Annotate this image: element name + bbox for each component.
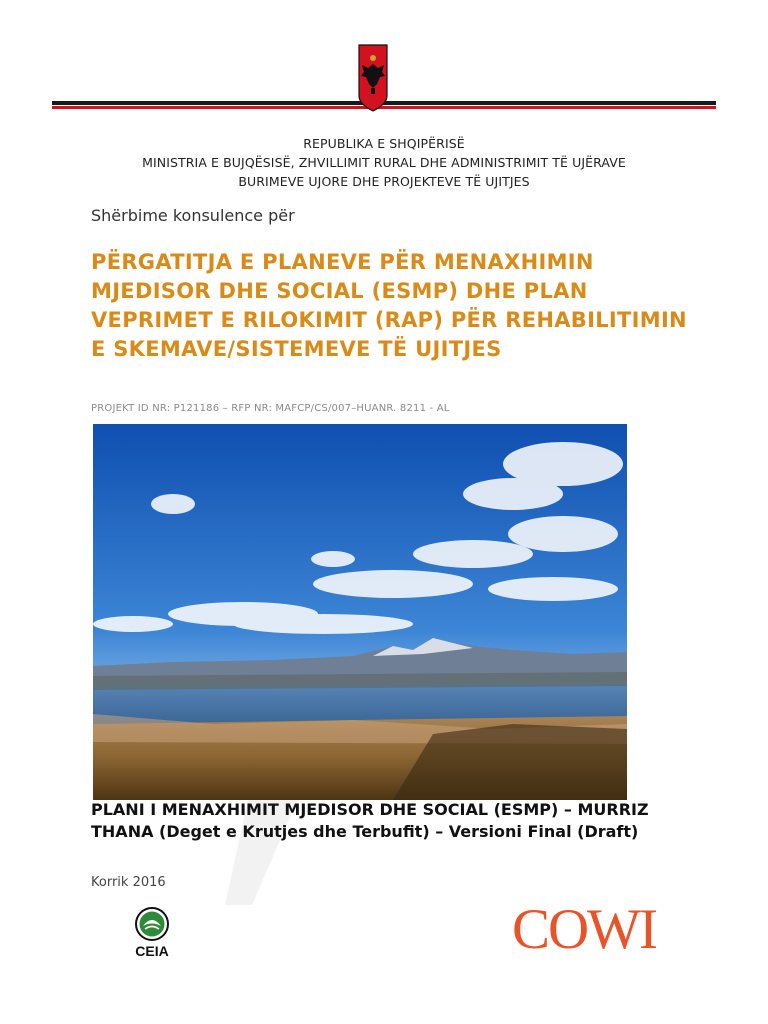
institution-header — [60, 134, 708, 191]
document-title: PËRGATITJA E PLANEVE PËR MENAXHIMIN MJEDISOR DHE SOCIAL (ESMP) DHE PLAN VEPRIMET E RILOKIMIT (RAP) PËR REHABILITIMIN E SKEMAVE/SISTEMEVE TË UJITJES — [91, 250, 687, 361]
republic-name: REPUBLIKA E SHQIPËRISË — [303, 136, 465, 151]
ceia-logo-text: CEIA — [135, 943, 169, 959]
cover-photo-lake-landscape — [93, 424, 627, 800]
ceia-logo — [124, 904, 180, 960]
department-name: BURIMEVE UJORE DHE PROJEKTEVE TË UJITJES — [238, 174, 530, 189]
plan-title: PLANI I MENAXHIMIT MJEDISOR DHE SOCIAL (ESMP) – MURRIZ THANA (Deget e Krutjes dhe Terbufit) – Versioni Final (Draft) — [91, 800, 649, 841]
document-date: Korrik 2016 — [91, 875, 166, 890]
ministry-name: MINISTRIA E BUJQËSISË, ZHVILLIMIT RURAL DHE ADMINISTRIMIT TË UJËRAVE — [142, 155, 626, 170]
albania-emblem-icon — [358, 44, 388, 112]
subtitle: Shërbime konsulence për — [91, 206, 295, 225]
cowi-logo: COWI — [512, 898, 656, 961]
project-id: PROJEKT ID NR: P121186 – RFP NR: MAFCP/CS/007–HUANR. 8211 - AL — [91, 403, 450, 414]
